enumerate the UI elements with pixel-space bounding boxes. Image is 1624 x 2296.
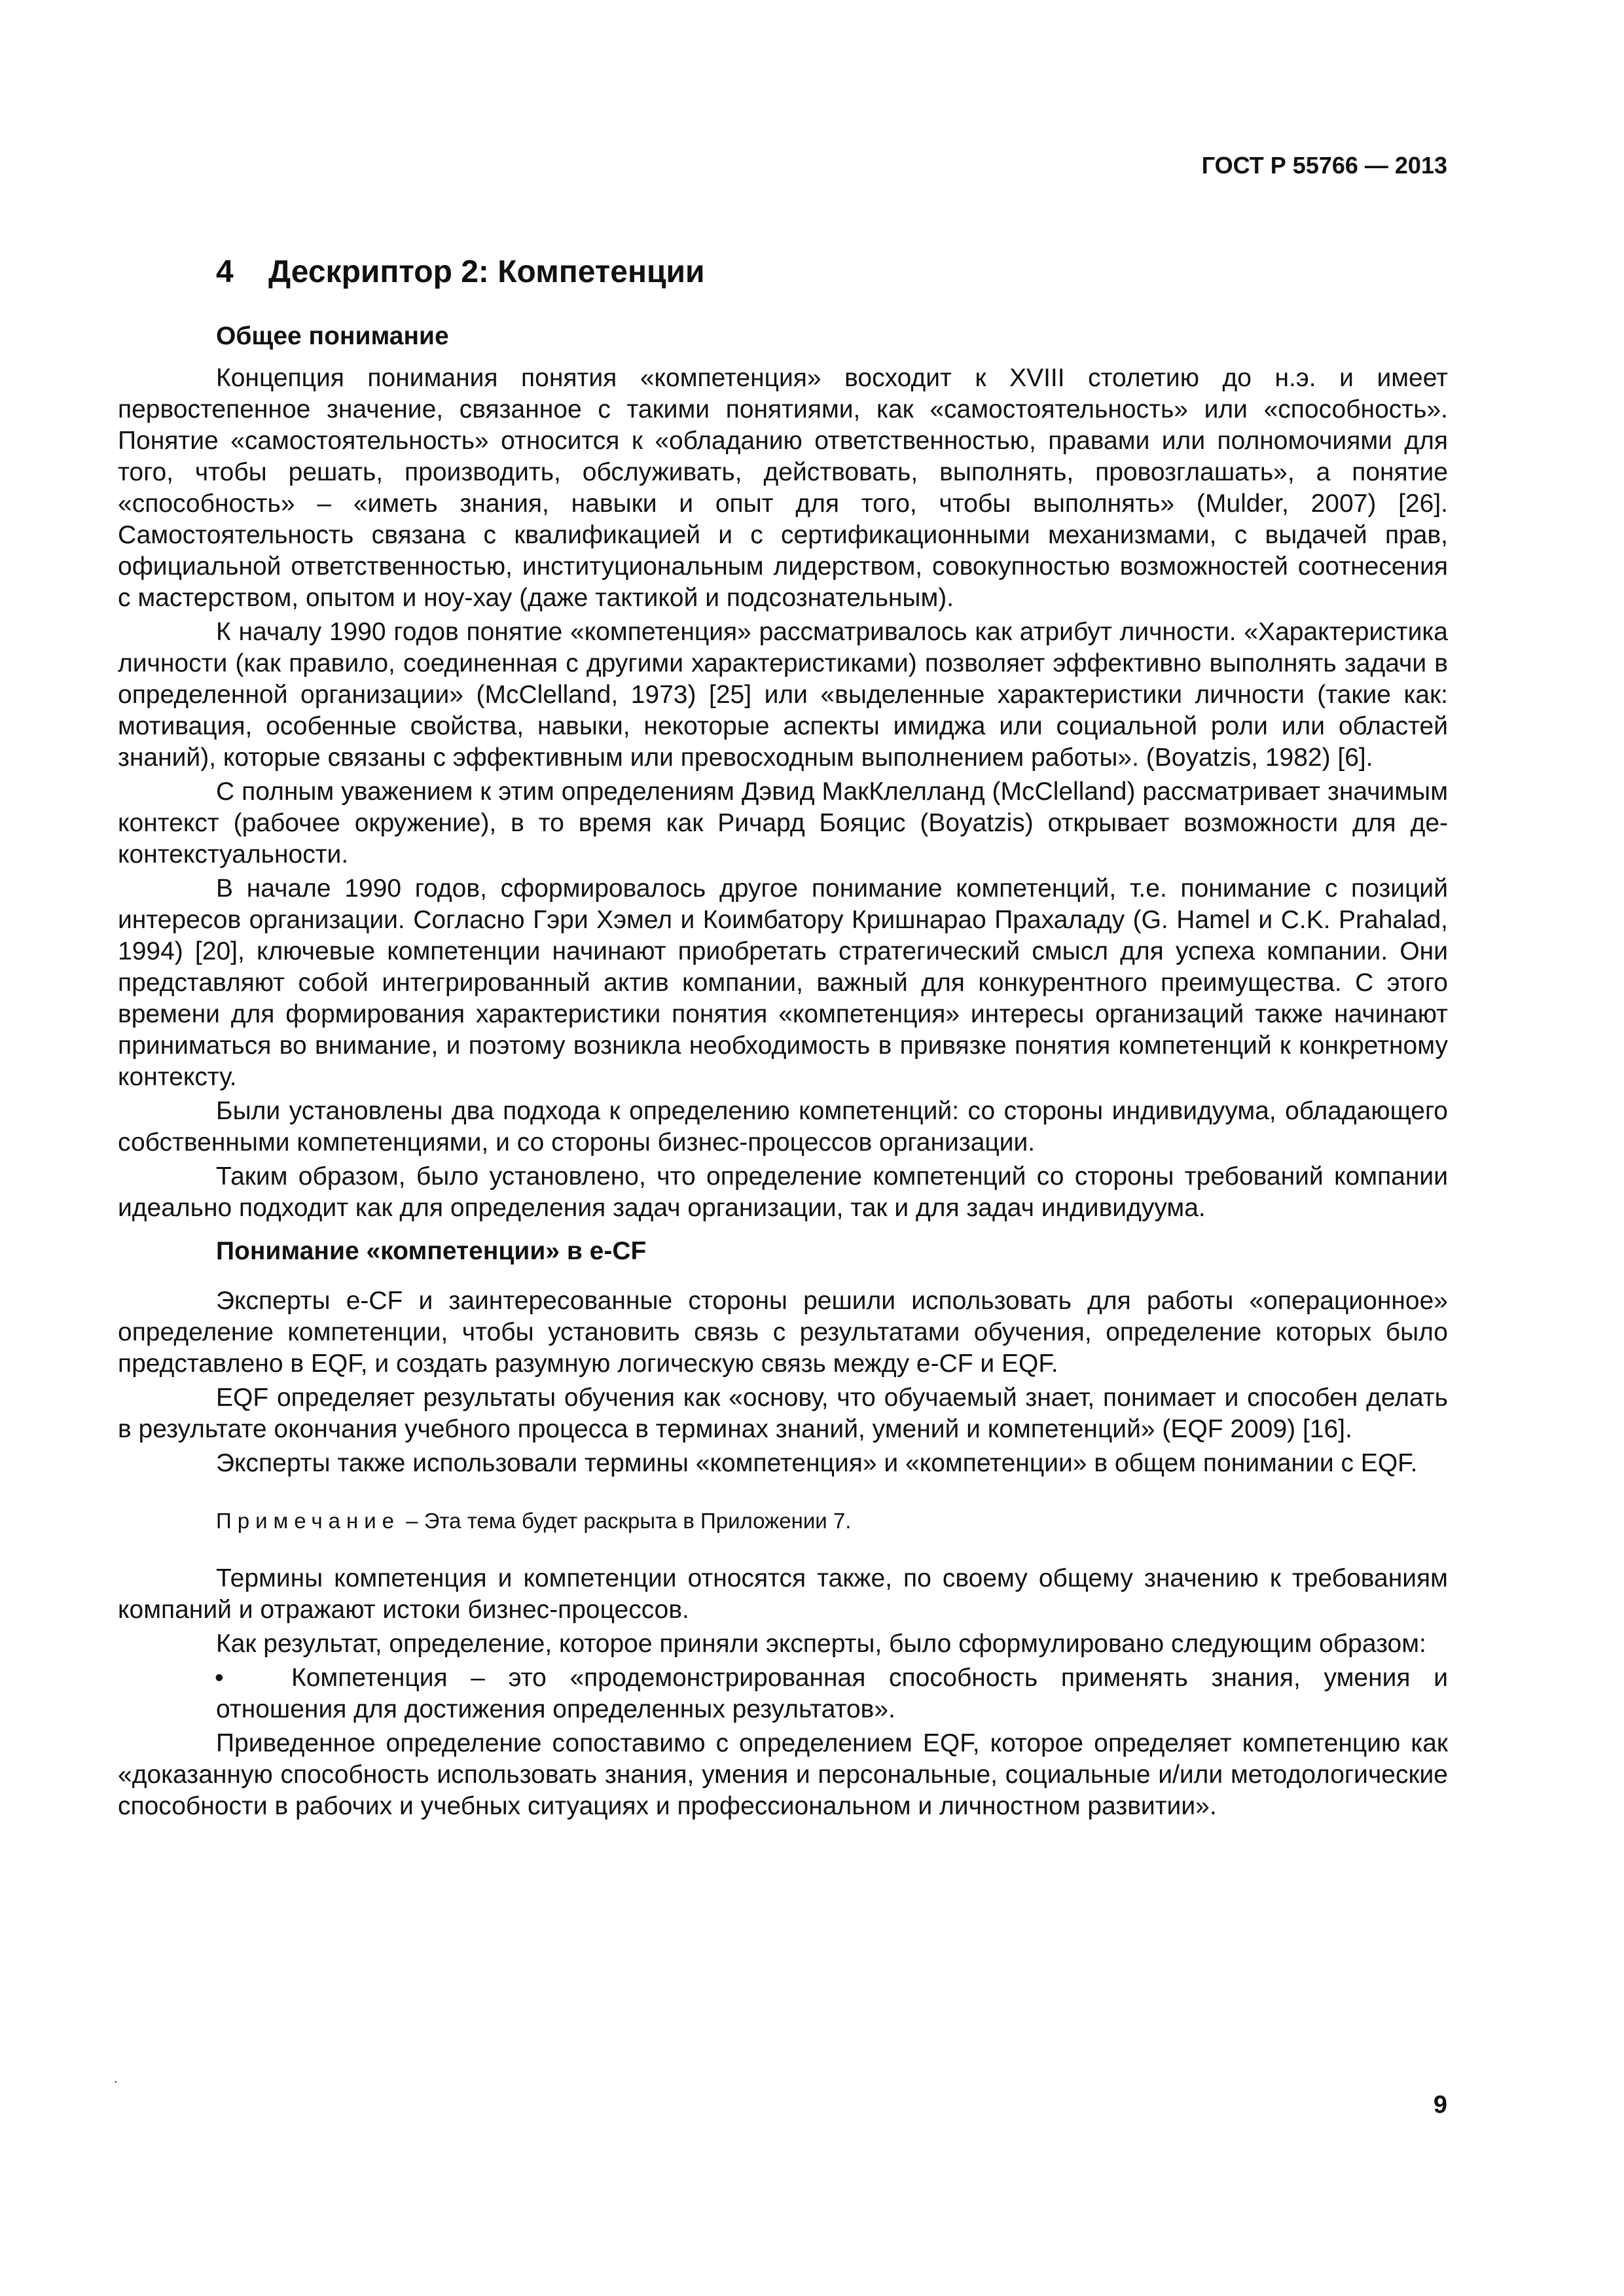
paragraph: К началу 1990 годов понятие «компетенция» рассматривалось как атрибут личности. «Характеристика личности (как правило, соединенная с другими характеристиками) позволяет эффективно выполнять задачи в определенной организации» (McClelland, 1973) [25] или «выделенные характеристики личности (такие как: мотивация, особенные свойства, навыки, некоторые аспекты имиджа или социальной роли или областей знаний), которые связаны с эффективным или превосходным выполнением работы». (Boyatzis, 1982) [6]. bbox=[118, 618, 1448, 772]
subheading-general: Общее понимание bbox=[216, 322, 449, 350]
page-number: 9 bbox=[1433, 2091, 1447, 2119]
section-heading bbox=[216, 254, 705, 290]
subheading-ecf: Понимание «компетенции» в e-CF bbox=[216, 1237, 647, 1265]
paragraph: Термины компетенция и компетенции относятся также, по своему общему значению к требованиям компаний и отражают истоки бизнес-процессов. bbox=[118, 1564, 1448, 1624]
paragraph: Были установлены два подхода к определению компетенций: со стороны индивидуума, обладающего собственными компетенциями, и со стороны бизнес-процессов организации. bbox=[118, 1097, 1448, 1157]
paragraph: Эксперты e-CF и заинтересованные стороны решили использовать для работы «операционное» определение компетенции, чтобы установить связь с результатами обучения, определение которых было представлено в EQF, и создать разумную логическую связь между e-CF и EQF. bbox=[118, 1287, 1448, 1378]
paragraph: Концепция понимания понятия «компетенция» восходит к XVIII столетию до н.э. и имеет первостепенное значение, связанное с такими понятиями, как «самостоятельность» или «способность». Понятие «самостоятельность» относится к «обладанию ответственностью, правами или полномочиями для того, чтобы решать, производить, обслуживать, действовать, выполнять, провозглашать», а понятие «способность» – «иметь знания, навыки и опыт для того, чтобы выполнять» (Mulder, 2007) [26]. Самостоятельность связана с квалификацией и с сертификационными механизмами, с выдачей прав, официальной ответственностью, институциональным лидерством, совокупностью возможностей соотнесения с мастерством, опытом и ноу-хау (даже тактикой и подсознательным). bbox=[118, 364, 1448, 612]
paragraph: Как результат, определение, которое приняли эксперты, было сформулировано следующим образом: bbox=[216, 1630, 1426, 1658]
note-label: Примечание bbox=[216, 1509, 401, 1533]
stray-mark: . bbox=[114, 2072, 118, 2086]
document-code-header: ГОСТ Р 55766 — 2013 bbox=[1201, 152, 1447, 179]
bullet-item: • Компетенция – это «продемонстрированная способность применять знания, умения и отношения для достижения определенных результатов». bbox=[215, 1664, 1448, 1723]
bullet-text: Компетенция – это «продемонстрированная способность применять знания, умения и отношения для достижения определенных результатов». bbox=[216, 1664, 1448, 1723]
paragraph: Эксперты также использовали термины «компетенция» и «компетенции» в общем понимании с EQF. bbox=[216, 1449, 1418, 1477]
note bbox=[216, 1505, 1448, 1537]
paragraph: EQF определяет результаты обучения как «основу, что обучаемый знает, понимает и способен делать в результате окончания учебного процесса в терминах знаний, умений и компетенций» (EQF 2009) [16]. bbox=[118, 1384, 1448, 1443]
section-number: 4 bbox=[216, 255, 234, 289]
note-text: – Эта тема будет раскрыта в Приложении 7. bbox=[400, 1509, 852, 1533]
section-title: Дескриптор 2: Компетенции bbox=[268, 255, 705, 289]
paragraph: Таким образом, было установлено, что определение компетенций со стороны требований компании идеально подходит как для определения задач организации, так и для задач индивидуума. bbox=[118, 1162, 1448, 1222]
paragraph: В начале 1990 годов, сформировалось другое понимание компетенций, т.е. понимание с позиций интересов организации. Согласно Гэри Хэмел и Коимбатору Кришнарао Прахаладу (G. Hamel и C.K. Prahalad, 1994) [20], ключевые компетенции начинают приобретать стратегический смысл для успеха компании. Они представляют собой интегрированный актив компании, важный для конкурентного преимущества. С этого времени для формирования характеристики понятия «компетенция» интересы организаций также начинают приниматься во внимание, и поэтому возникла необходимость в привязке понятия компетенций к конкретному контексту. bbox=[118, 874, 1448, 1091]
paragraph: С полным уважением к этим определениям Дэвид МакКлелланд (McClelland) рассматривает значимым контекст (рабочее окружение), в то время как Ричард Бояцис (Boyatzis) открывает возможности для де-контекстуальности. bbox=[118, 778, 1448, 869]
paragraph: Приведенное определение сопоставимо с определением EQF, которое определяет компетенцию как «доказанную способность использовать знания, умения и персональные, социальные и/или методологические способности в рабочих и учебных ситуациях и профессиональном и личностном развитии». bbox=[118, 1729, 1448, 1820]
document-body bbox=[118, 321, 1448, 1825]
